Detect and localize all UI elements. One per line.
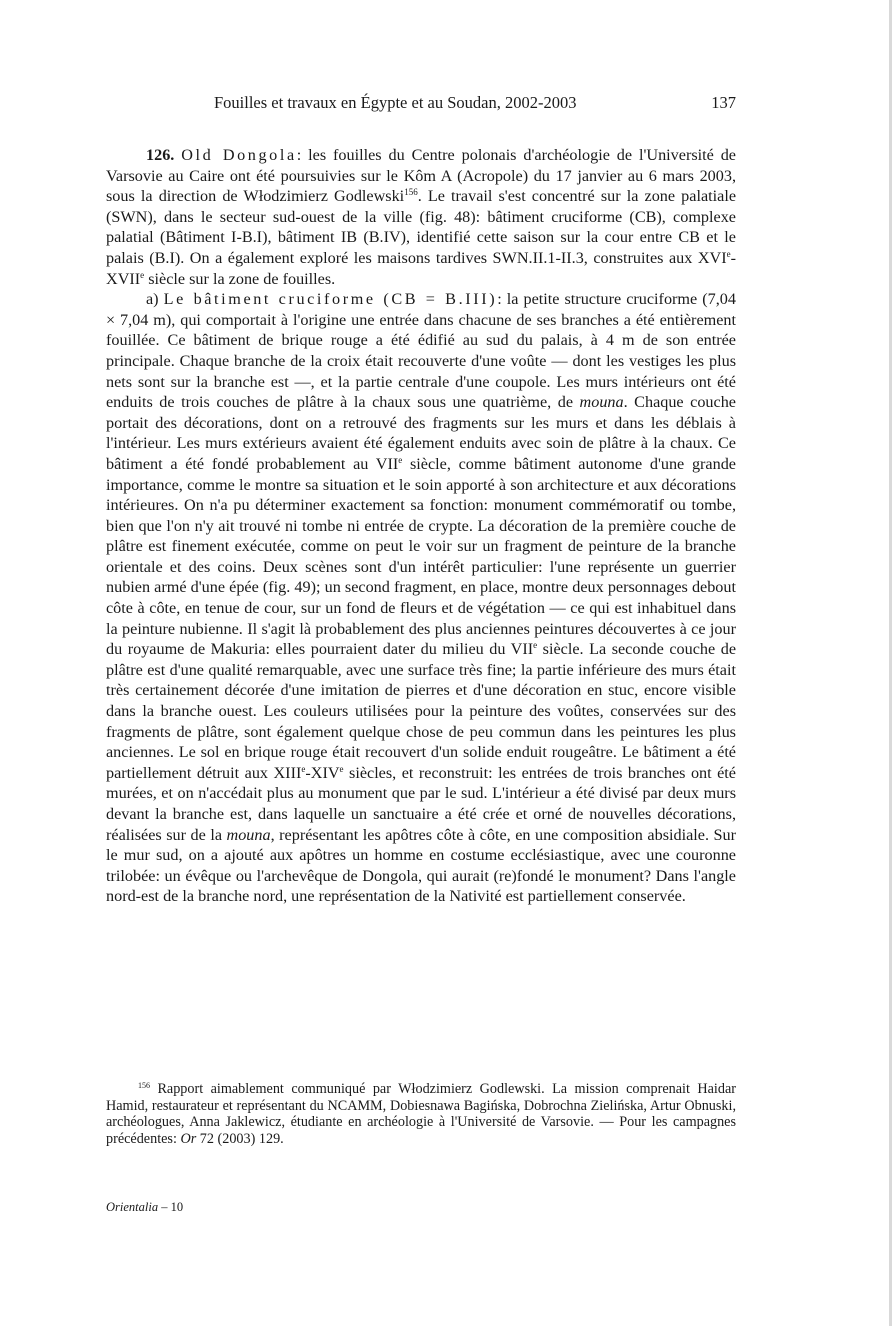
running-header	[106, 93, 736, 115]
paragraph-text: : les fouilles du Centre polonais d'archéologie de l'Université de Varsovie au Caire ont été poursuivies sur le Kôm A (Acropole) du 17 janvier au 6 mars 2003, sous la direction de Włodzimierz Godlewski	[106, 146, 736, 206]
paragraph-text: . Chaque couche portait des décorations, dont on a retrouvé des fragments sur les murs et dans les déblais à l'intérieur. Les murs extérieurs avaient été également enduits avec soin de plâtre à la chaux. Ce bâtiment a été fondé probablement au VII	[106, 393, 736, 473]
superscript: e	[140, 269, 145, 280]
journal-abbrev: Or	[180, 1130, 197, 1147]
footnote-reference[interactable]: 156	[404, 187, 418, 198]
superscript: e	[533, 640, 538, 651]
paragraph-text: siècle, comme bâtiment autonome d'une grande importance, comme le montre sa situation et le soin apporté à son architecture et aux décorations intérieures. On n'a pu déterminer exactement sa fonction: monument commémoratif ou tombe, bien que l'on n'y ait trouvé ni tombe ni entrée de crypte. La décoration de la première couche de plâtre est finement exécutée, comme on peut le voir sur un fragment de peinture de la branche orientale et des coins. Deux scènes sont d'un intérêt particulier: l'une représente un guerrier nubien armé d'une épée (fig. 49); un second fragment, en place, montre deux personnages debout côte à côte, en tenue de cour, sur un fond de fleurs et de végétation — ce qui est inhabituel dans la peinture nubienne. Il s'agit là probablement des plus anciennes peintures découvertes à ce jour du royaume de Makuria: elles pourraient dater du milieu du VII	[106, 454, 736, 659]
main-text	[106, 145, 736, 907]
italic-term: mouna	[579, 393, 624, 412]
page-footer	[106, 1200, 183, 1215]
paragraph-text: -XIV	[305, 763, 340, 782]
footer-journal: Orientalia	[106, 1200, 159, 1214]
paragraph-text: . Le travail s'est concentré sur la zone palatiale (SWN), dans le secteur sud-ouest de la ville (fig. 48): bâtiment cruciforme (CB), complexe palatial (Bâtiment I-B.I), bâtiment IB (B.IV), identifié cette saison sur la cour entre CB et le palais (B.I). On a également exploré les maisons tardives SWN.II.1-II.3, construites aux XVI	[106, 187, 736, 267]
paragraph-126	[106, 145, 736, 289]
footer-signature: 10	[170, 1200, 184, 1214]
footnote-number: 156	[138, 1081, 150, 1090]
footnote-text: 72 (2003) 129.	[196, 1130, 284, 1147]
section-number: 126.	[146, 146, 175, 164]
paragraph-text: , représentant les apôtres côte à côte, en une composition absidiale. Sur le mur sud, on a ajouté aux apôtres un homme en costume ecclésiastique, avec une couronne trilobée: un évêque ou l'archevêque de Dongola, qui aurait (re)fondé le monument? Dans l'angle nord-est de la branche nord, une représentation de la Nativité est partiellement conservée.	[106, 825, 736, 906]
page-number: 137	[711, 93, 736, 112]
paragraph-text: siècles, et reconstruit: les entrées de trois branches ont été murées, et on n'accédait plus au monument que par le sud. L'intérieur a été divisé par deux murs devant la branche est, dans laquelle un sanctuaire a été crée et orné de nouvelles décorations, réalisées sur de la	[106, 763, 736, 844]
subsection-heading: Le bâtiment cruciforme (CB = B.III)	[163, 290, 498, 309]
running-header-title: Fouilles et travaux en Égypte et au Soudan, 2002-2003	[214, 93, 577, 112]
superscript: e	[398, 454, 403, 465]
paragraph-text: siècle. La seconde couche de plâtre est d'une qualité remarquable, avec une surface très fine; la partie inférieure des murs était très certainement décorée d'une imitation de pierres et d'une décoration en stuc, encore visible dans la branche ouest. Les couleurs utilisées pour la peinture des voûtes, conservées sur des fragments de plâtre, sont également quelque chose de peu commun dans les peintures les plus anciennes. Le sol en brique rouge était recouvert d'un solide enduit rougeâtre. Le bâtiment a été partiellement détruit aux XIII	[106, 640, 737, 782]
paragraph-text: -XVII	[106, 248, 736, 288]
italic-term: mouna	[226, 825, 271, 844]
superscript: e	[726, 248, 731, 259]
footnote-156	[106, 1081, 736, 1147]
paragraph-batiment-cruciforme	[106, 289, 736, 907]
site-name: Old Dongola	[181, 146, 297, 164]
footnote-text: Rapport aimablement communiqué par Włodzimierz Godlewski. La mission comprenait Haidar Hamid, restaurateur et représentant du NCAMM, Dobiesnawa Bagińska, Dobrochna Zielińska, Artur Obnuski, archéologues, Anna Jaklewicz, étudiante en archéologie à l'Université de Varsovie. — Pour les campagnes précédentes:	[106, 1081, 736, 1147]
subsection-prefix: a)	[146, 290, 164, 309]
paragraph-text: siècle sur la zone de fouilles.	[144, 269, 336, 288]
superscript: e	[301, 763, 306, 774]
footer-separator: –	[158, 1200, 171, 1214]
paragraph-text: : la petite structure cruciforme (7,04 × 7,04 m), qui comportait à l'origine une entrée dans chacune de ses branches a été entièrement fouillée. Ce bâtiment de brique rouge a été édifié au sud du palais, à 4 m de son entrée principale. Chaque branche de la croix était recouverte d'une voûte — dont les vestiges les plus nets sont sur la branche est —, et la partie centrale d'une coupole. Les murs intérieurs ont été enduits de trois couches de plâtre à la chaux sous une quatrième, de	[106, 290, 736, 412]
superscript: e	[339, 763, 344, 774]
